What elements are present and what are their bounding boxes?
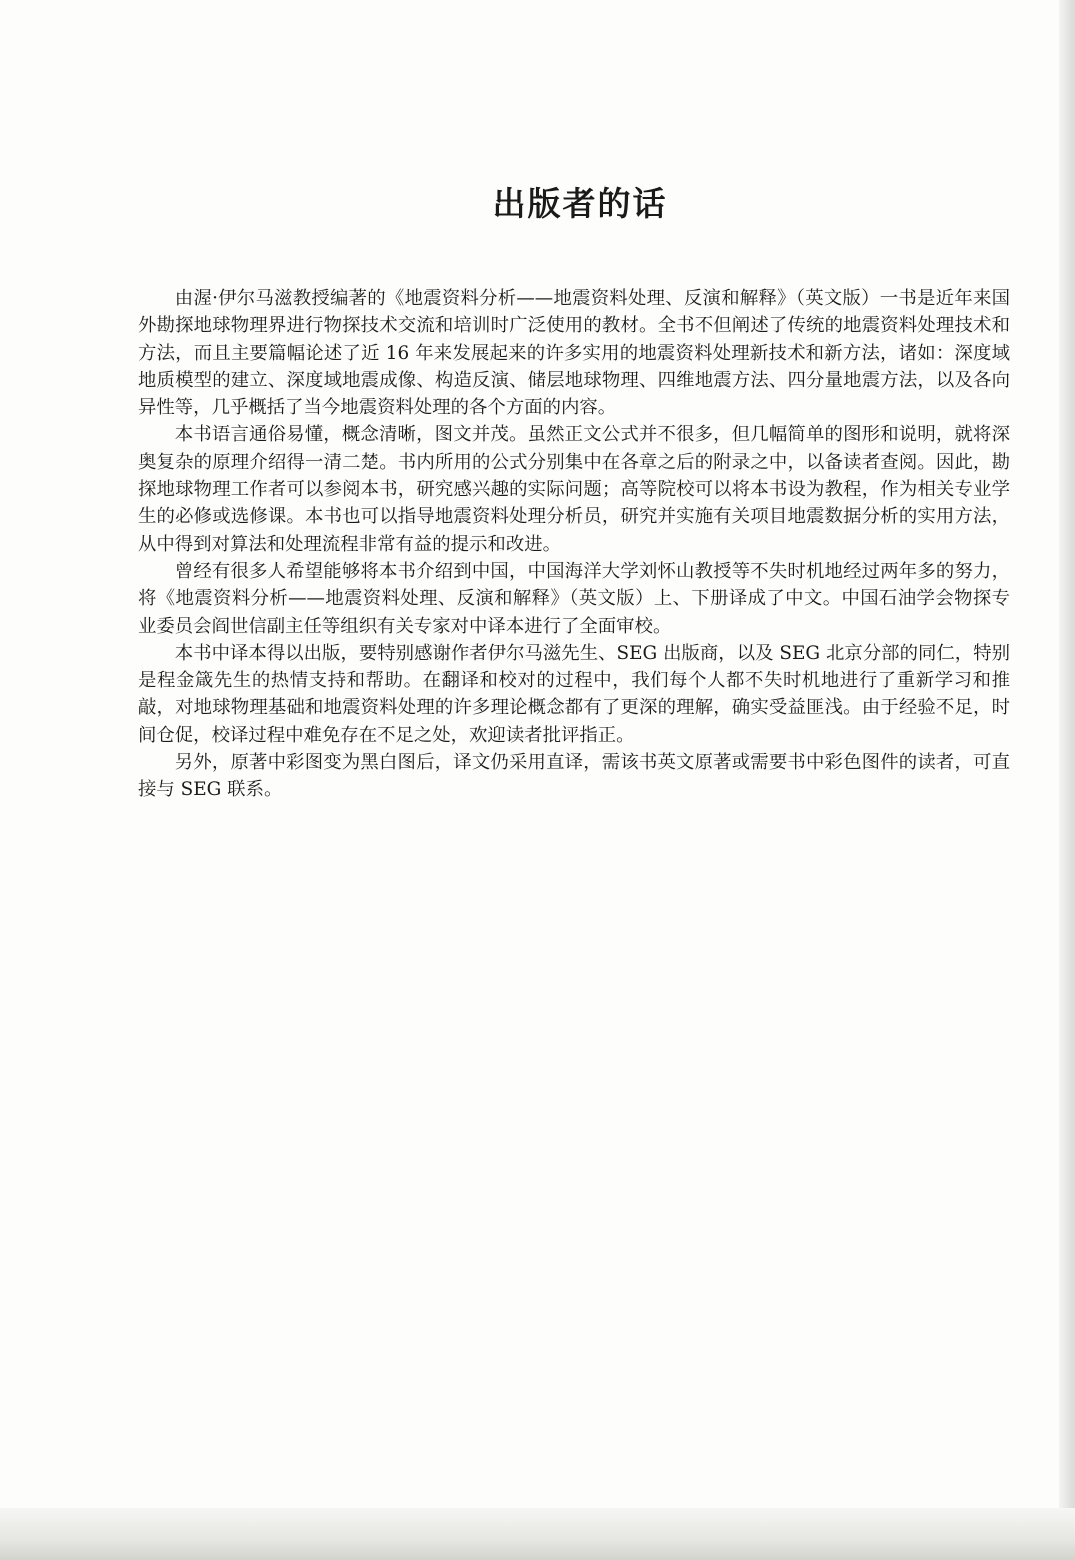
paragraph-4: 本书中译本得以出版，要特别感谢作者伊尔马滋先生、SEG 出版商，以及 SEG 北京分部的同仁，特别是程金箴先生的热情支持和帮助。在翻译和校对的过程中，我们每个人都不失时机地进行了重新学习和推敲，对地球物理基础和地震资料处理的许多理论概念都有了更深的理解，确实受益匪浅。由于经验不足，时间仓促，校译过程中难免存在不足之处，欢迎读者批评指正。 — [138, 642, 1010, 746]
page-edge-shadow — [1059, 0, 1075, 1510]
paragraph-1: 由渥·伊尔马滋教授编著的《地震资料分析——地震资料处理、反演和解释》（英文版）一书是近年来国外勘探地球物理界进行物探技术交流和培训时广泛使用的教材。全书不但阐述了传统的地震资料处理技术和方法，而且主要篇幅论述了近 16 年来发展起来的许多实用的地震资料处理新技术和新方法，诸如：深度域地质模型的建立、深度域地震成像、构造反演、储层地球物理、四维地震方法、四分量地震方法，以及各向异性等，几乎概括了当今地震资料处理的各个方面的内容。 — [138, 288, 1010, 419]
paragraph-3: 曾经有很多人希望能够将本书介绍到中国，中国海洋大学刘怀山教授等不失时机地经过两年多的努力，将《地震资料分析——地震资料处理、反演和解释》（英文版）上、下册译成了中文。中国石油学会物探专业委员会阎世信副主任等组织有关专家对中译本进行了全面审校。 — [138, 560, 1010, 637]
page-bottom-shadow — [0, 1508, 1075, 1560]
page-title: 出版者的话 — [492, 184, 668, 223]
paragraph-2: 本书语言通俗易懂，概念清晰，图文并茂。虽然正文公式并不很多，但几幅简单的图形和说明，就将深奥复杂的原理介绍得一清二楚。书内所用的公式分别集中在各章之后的附录之中，以备读者查阅。因此，勘探地球物理工作者可以参阅本书，研究感兴趣的实际问题；高等院校可以将本书设为教程，作为相关专业学生的必修或选修课。本书也可以指导地震资料处理分析员，研究并实施有关项目地震数据分析的实用方法，从中得到对算法和处理流程非常有益的提示和改进。 — [138, 424, 1010, 555]
paragraph-5: 另外，原著中彩图变为黑白图后，译文仍采用直译，需该书英文原著或需要书中彩色图件的读者，可直接与 SEG 联系。 — [138, 752, 1010, 801]
body-text — [138, 285, 1010, 804]
